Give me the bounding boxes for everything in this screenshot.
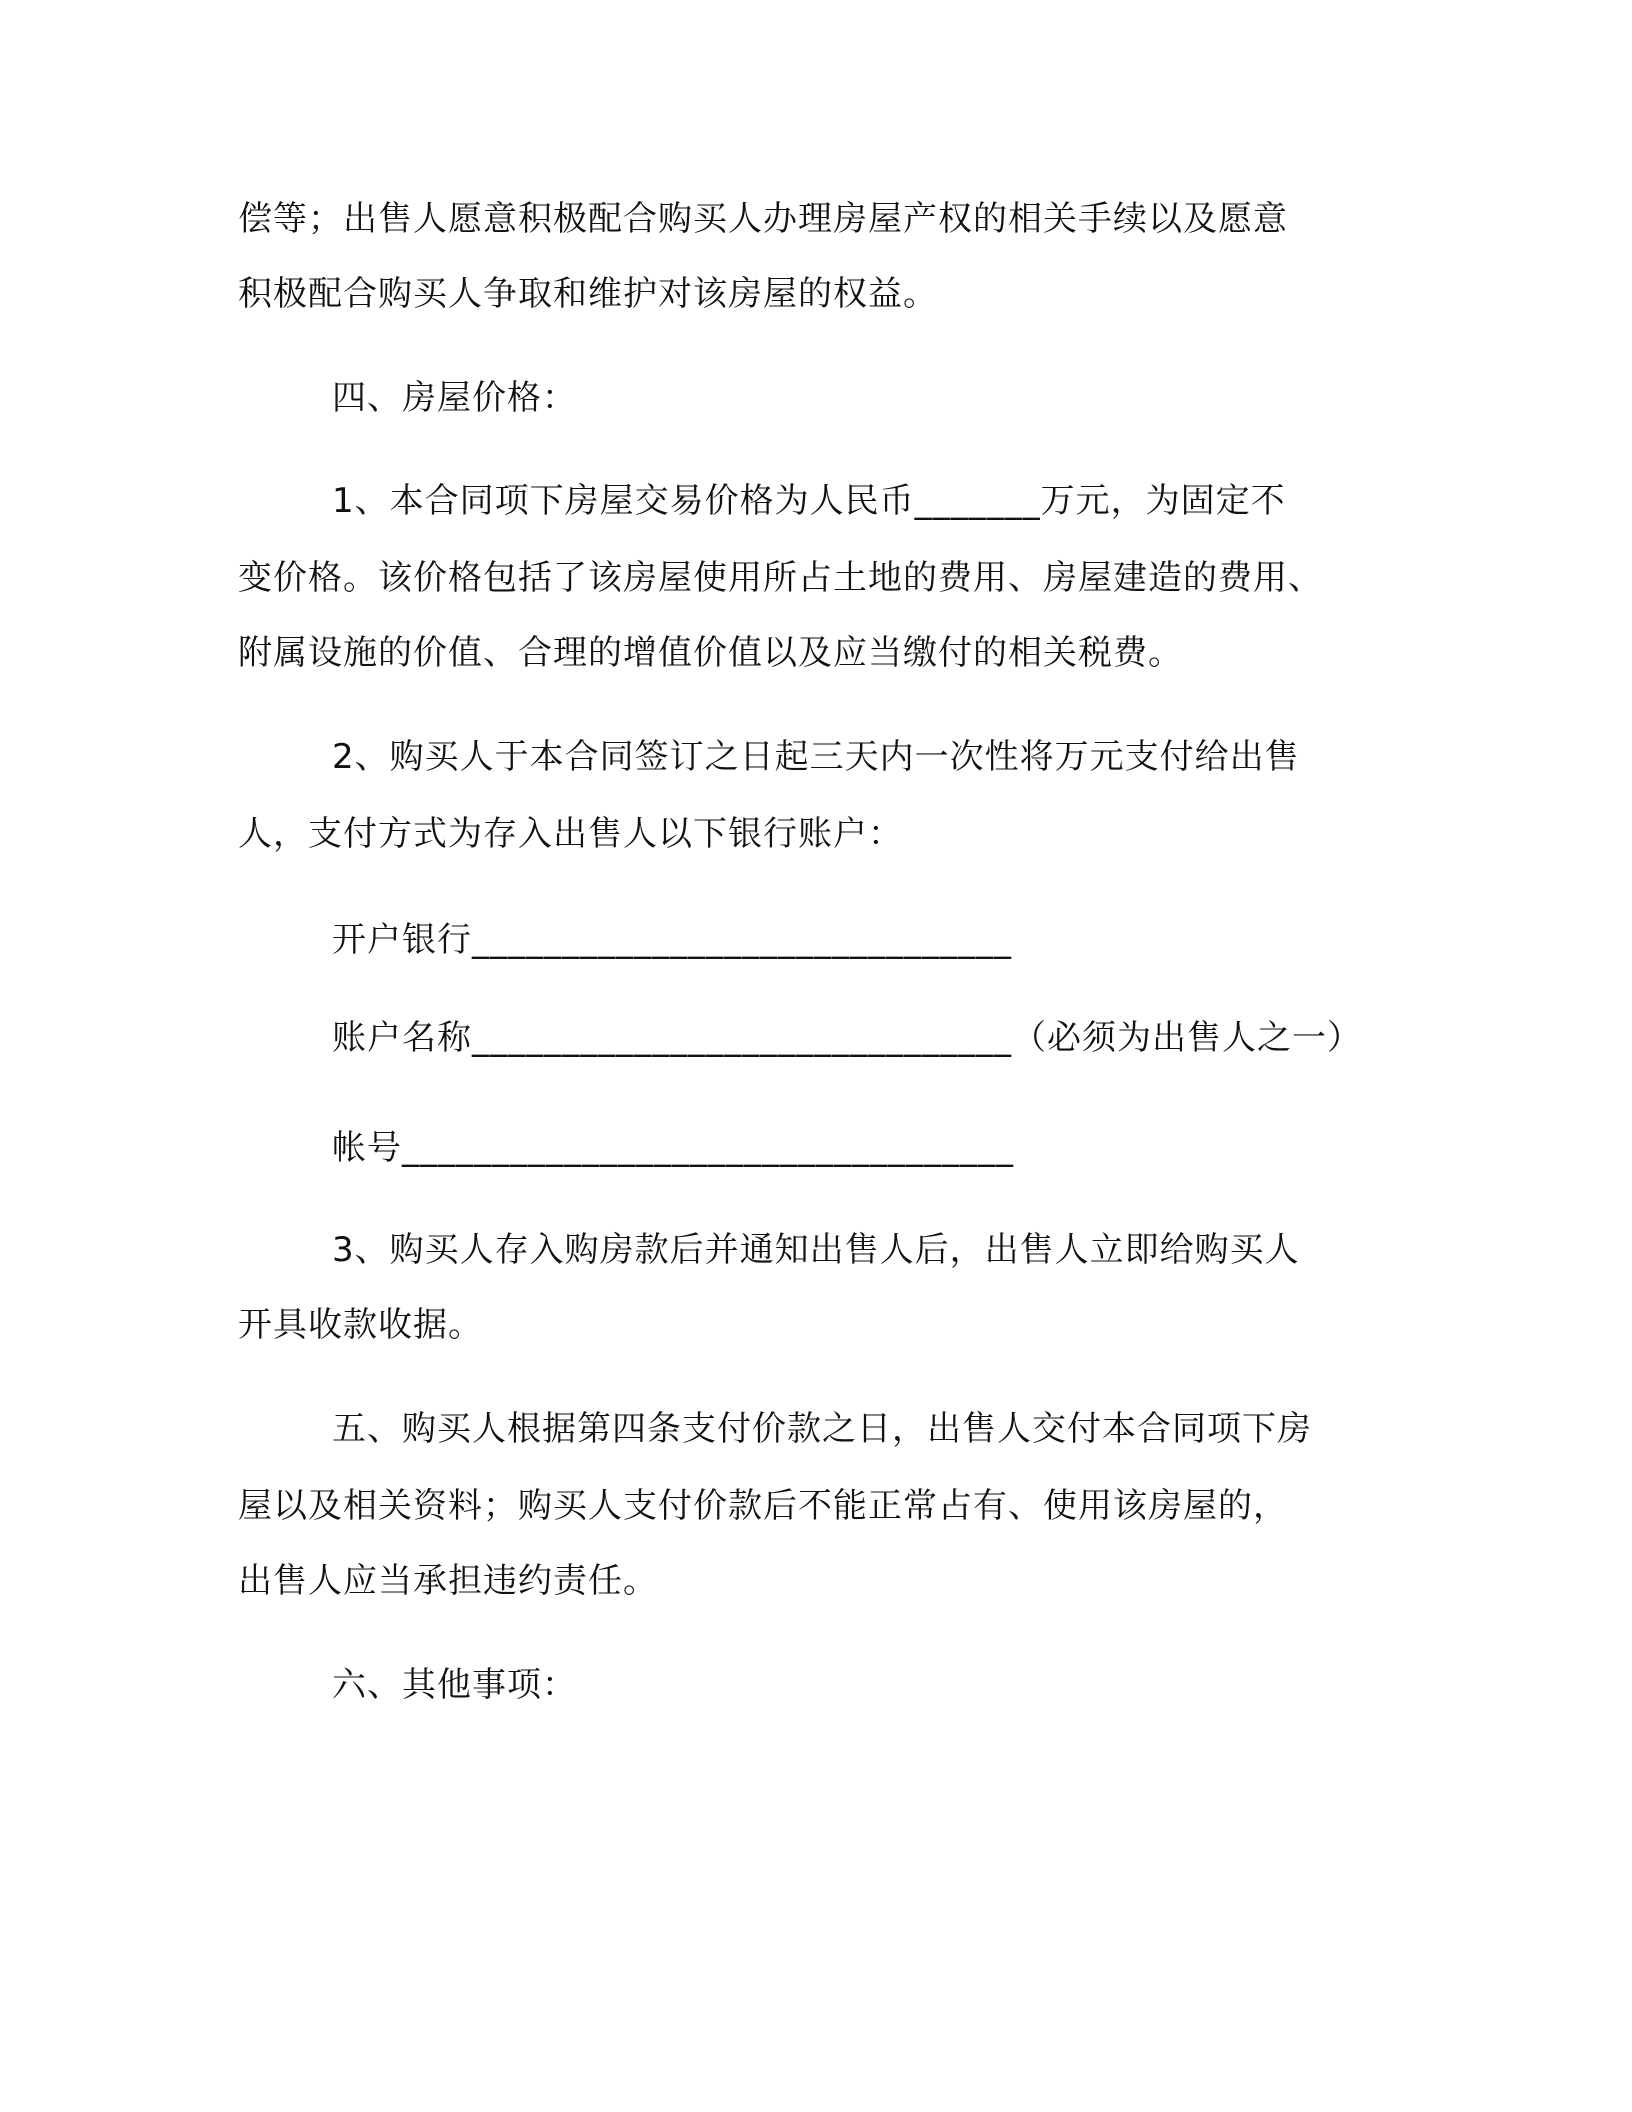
account-number-field: 帐号__________________________________ <box>332 1128 1014 1168</box>
paragraph-line: 附属设施的价值、合理的增值价值以及应当缴付的相关税费。 <box>238 633 1183 673</box>
paragraph-line: 屋以及相关资料；购买人支付价款后不能正常占有、使用该房屋的， <box>238 1486 1288 1526</box>
paragraph-line: 1、本合同项下房屋交易价格为人民币_______万元，为固定不 <box>332 481 1286 521</box>
paragraph-line: 出售人应当承担违约责任。 <box>238 1561 658 1601</box>
paragraph-line: 偿等；出售人愿意积极配合购买人办理房屋产权的相关手续以及愿意 <box>238 199 1288 239</box>
paragraph-line: 3、购买人存入购房款后并通知出售人后，出售人立即给购买人 <box>332 1230 1300 1270</box>
section-heading-other: 六、其他事项： <box>332 1665 577 1705</box>
paragraph-line: 人，支付方式为存入出售人以下银行账户： <box>238 814 903 854</box>
paragraph-line: 积极配合购买人争取和维护对该房屋的权益。 <box>238 274 938 314</box>
paragraph-line: 五、购买人根据第四条支付价款之日，出售人交付本合同项下房 <box>332 1409 1312 1449</box>
paragraph-line: 2、购买人于本合同签订之日起三天内一次性将万元支付给出售 <box>332 737 1300 777</box>
section-heading-price: 四、房屋价格： <box>332 378 577 418</box>
account-name-field: 账户名称______________________________（必须为出售人之一） <box>332 1018 1362 1058</box>
paragraph-line: 开具收款收据。 <box>238 1305 483 1345</box>
bank-name-field: 开户银行______________________________ <box>332 920 1012 960</box>
paragraph-line: 变价格。该价格包括了该房屋使用所占土地的费用、房屋建造的费用、 <box>238 558 1323 598</box>
